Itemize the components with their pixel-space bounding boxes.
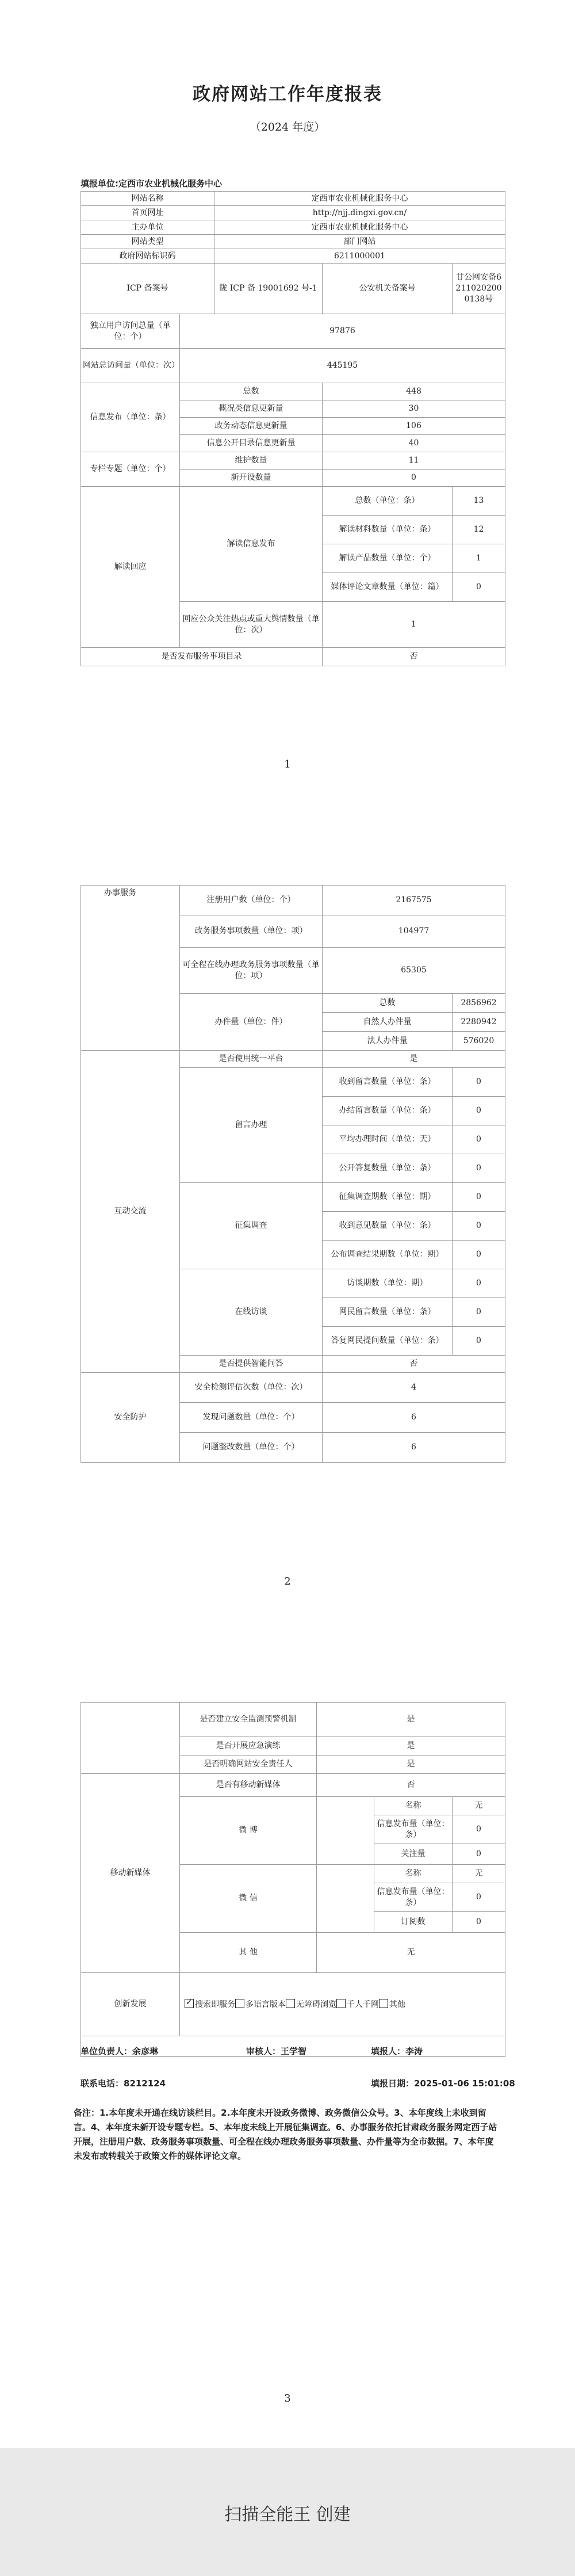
interview-msgs-value: 0 [453,1298,505,1327]
weibo-follow-label: 关注量 [374,1844,453,1865]
msg-days-value: 0 [453,1125,505,1154]
svc-items-value: 104977 [323,915,505,948]
interview-answers-value: 0 [453,1327,505,1356]
page-number-3: 3 [284,2392,291,2405]
other-value: 无 [317,1933,505,1973]
sec-fixed-value: 6 [323,1433,505,1463]
handled-person-value: 2280942 [453,1013,505,1032]
site-id-value: 6211000001 [214,249,505,264]
checkbox-checked-icon [185,1999,194,2008]
weibo-posts-label: 信息发布量（单位：条） [374,1815,453,1844]
weibo-posts-value: 0 [453,1815,505,1844]
page-number-2: 2 [284,1575,291,1587]
wechat-posts-label: 信息发布量（单位：条） [374,1883,453,1912]
msg-received-value: 0 [453,1068,505,1097]
handled-legal-value: 576020 [453,1032,505,1051]
site-name-label: 网站名称 [81,192,214,206]
report-table-page2 [80,885,505,1463]
unified-platform-value: 是 [323,1051,505,1068]
innov-other: 其他 [379,2000,405,2009]
interview-periods-label: 访谈期数（单位：期） [323,1269,453,1298]
interact-label: 互动交流 [81,1051,180,1373]
remarks: 备注：1.本年度未开通在线访谈栏目。2.本年度未开设政务微博、政务微信公众号。3、本年度线上未收到留言。4、本年度未新开设专题专栏。5、本年度未线上开展征集调查。6、办事服务依托甘肃政务服务网定西子站开展，注册用户数、政务服务事项数量、可全程在线办理政务服务事项数量、办件量等为全市数据。7、本年度未发布或转载关于政策文件的媒体评论文章。 [74,2108,497,2161]
security-label: 安全防护 [81,1373,180,1463]
filing-unit: 填报单位:定西市农业机械化服务中心 [80,178,223,189]
uv-value: 97876 [180,314,505,349]
owner-value: 是 [317,1756,505,1774]
scanner-watermark-text: 扫描全能王 创建 [224,2505,351,2525]
home-url-label: 首页网址 [81,206,214,220]
info-overview-label: 概况类信息更新量 [180,400,323,418]
site-type-label: 网站类型 [81,235,214,249]
interview-msgs-label: 网民留言数量（单位：条） [323,1298,453,1327]
home-url-value: http://njj.dingxi.gov.cn/ [214,206,505,220]
owner-label: 是否明确网站安全责任人 [180,1756,317,1774]
report-table-page3 [80,1702,505,2057]
topic-maint-label: 维护数量 [180,452,323,470]
msg-public-value: 0 [453,1154,505,1183]
site-id-label: 政府网站标识码 [81,249,214,264]
interp-material-value: 12 [453,516,505,544]
interview-answers-label: 答复网民提问数量（单位：条） [323,1327,453,1356]
scanner-footer [0,2448,575,2576]
interview-label: 在线访谈 [180,1269,323,1356]
handled-label: 办件量（单位：件） [180,994,323,1051]
wechat-name-label: 名称 [374,1865,453,1883]
handled-person-label: 自然人办件量 [323,1013,453,1032]
fill-date: 填报日期：2025-01-06 15:01:08 [371,2078,515,2089]
checkbox-empty-icon [286,1999,295,2008]
info-news-value: 106 [323,418,505,435]
info-label: 信息发布（单位：条） [81,383,180,452]
uv-label: 独立用户访问总量（单位：个） [81,314,180,349]
weibo-name-value: 无 [453,1797,505,1815]
survey-periods-value: 0 [453,1183,505,1212]
innovation-label: 创新发展 [81,1973,180,2036]
topic-new-label: 新开设数量 [180,470,323,487]
msg-label: 留言办理 [180,1068,323,1183]
info-total-value: 448 [323,383,505,400]
principal: 单位负责人：余彦琳 [80,2046,159,2056]
interp-total-value: 13 [453,487,505,516]
msg-received-label: 收到留言数量（单位：条） [323,1068,453,1097]
sec-found-label: 发现问题数量（单位：个） [180,1403,323,1433]
reg-users-value: 2167575 [323,886,505,915]
catalog-check-label: 是否发布服务事项目录 [81,648,323,666]
smart-qa-label: 是否提供智能问答 [180,1356,323,1373]
smart-qa-value: 否 [323,1356,505,1373]
report-year: （2024 年度） [250,121,325,133]
msg-days-label: 平均办理时间（单位：天） [323,1125,453,1154]
sponsor-value: 定西市农业机械化服务中心 [214,220,505,235]
survey-label: 征集调查 [180,1183,323,1269]
unified-platform-label: 是否使用统一平台 [180,1051,323,1068]
interp-media-value: 0 [453,573,505,602]
wechat-posts-value: 0 [453,1883,505,1912]
reg-users-label: 注册用户数（单位：个） [180,886,323,915]
msg-public-label: 公开答复数量（单位：条） [323,1154,453,1183]
survey-opinions-label: 收到意见数量（单位：条） [323,1212,453,1241]
checkbox-empty-icon [336,1999,346,2008]
svc-label: 办事服务 [81,886,180,1051]
page-number-1: 1 [284,758,291,770]
topic-new-value: 0 [323,470,505,487]
online-items-value: 65305 [323,948,505,994]
survey-periods-label: 征集调查期数（单位：期） [323,1183,453,1212]
catalog-check-value: 否 [323,648,505,666]
info-news-label: 政务动态信息更新量 [180,418,323,435]
topic-maint-value: 11 [323,452,505,470]
wechat-blank [317,1865,374,1933]
innov-multilang: 多语言版本 [235,2000,286,2009]
interp-total-label: 总数（单位：条） [323,487,453,516]
weibo-name-label: 名称 [374,1797,453,1815]
info-catalog-value: 40 [323,435,505,452]
sponsor-label: 主办单位 [81,220,214,235]
msg-done-label: 办结留言数量（单位：条） [323,1097,453,1125]
police-label: 公安机关备案号 [323,264,453,314]
interp-product-label: 解读产品数量（单位：个） [323,544,453,573]
sec-fixed-label: 问题整改数量（单位：个） [180,1433,323,1463]
icp-value: 陇 ICP 备 19001692 号-1 [214,264,323,314]
drill-value: 是 [317,1737,505,1756]
mobile-label: 移动新媒体 [81,1774,180,1973]
pv-value: 445195 [180,349,505,383]
reviewer: 审核人：王学智 [246,2046,307,2056]
weibo-label: 微 博 [180,1797,317,1865]
filler: 填报人：李涛 [371,2046,423,2056]
checkbox-empty-icon [379,1999,388,2008]
interp-respond-label: 回应公众关注热点或重大舆情数量（单位：次） [180,602,323,648]
other-label: 其 他 [180,1933,317,1973]
pv-label: 网站总访问量（单位：次） [81,349,180,383]
wechat-subs-value: 0 [453,1912,505,1933]
interp-pub-label: 解读信息发布 [180,487,323,602]
has-mobile-value: 否 [317,1774,505,1797]
msg-done-value: 0 [453,1097,505,1125]
interp-material-label: 解读材料数量（单位：条） [323,516,453,544]
interp-product-value: 1 [453,544,505,573]
innovation-options [180,1973,505,2036]
handled-total-label: 总数 [323,994,453,1013]
survey-opinions-value: 0 [453,1212,505,1241]
info-catalog-label: 信息公开目录信息更新量 [180,435,323,452]
handled-total-value: 2856962 [453,994,505,1013]
wechat-subs-label: 订阅数 [374,1912,453,1933]
topic-label: 专栏专题（单位：个） [81,452,180,487]
sec-found-value: 6 [323,1403,505,1433]
checkbox-empty-icon [235,1999,244,2008]
innov-search-service: ✓ 搜索即服务 [185,2000,235,2009]
innov-personalized: 千人千网 [336,2000,379,2009]
survey-results-value: 0 [453,1241,505,1269]
handled-legal-label: 法人办件量 [323,1032,453,1051]
interview-periods-value: 0 [453,1269,505,1298]
site-type-value: 部门网站 [214,235,505,249]
interp-media-label: 媒体评论文章数量（单位：篇） [323,573,453,602]
wechat-name-value: 无 [453,1865,505,1883]
online-items-label: 可全程在线办理政务服务事项数量（单位：项） [180,948,323,994]
site-name-value: 定西市农业机械化服务中心 [214,192,505,206]
wechat-label: 微 信 [180,1865,317,1933]
survey-results-label: 公布调查结果期数（单位：期） [323,1241,453,1269]
innov-accessible: 无障碍浏览 [286,2000,336,2009]
monitor-value: 是 [317,1703,505,1737]
interp-label: 解读回应 [81,487,180,648]
weibo-blank [317,1797,374,1865]
drill-label: 是否开展应急演练 [180,1737,317,1756]
sec-checks-value: 4 [323,1373,505,1403]
sec-extra-blank [81,1703,180,1774]
report-table-page1 [80,191,505,666]
phone: 联系电话：8212124 [80,2078,166,2089]
svc-items-label: 政务服务事项数量（单位：项） [180,915,323,948]
report-title: 政府网站工作年度报表 [193,84,382,105]
sec-checks-label: 安全检测评估次数（单位：次） [180,1373,323,1403]
weibo-follow-value: 0 [453,1844,505,1865]
has-mobile-label: 是否有移动新媒体 [180,1774,317,1797]
interp-respond-value: 1 [323,602,505,648]
monitor-label: 是否建立安全监测预警机制 [180,1703,317,1737]
info-total-label: 总数 [180,383,323,400]
icp-label: ICP 备案号 [81,264,214,314]
police-value: 甘公网安备62110202000138号 [453,264,505,314]
info-overview-value: 30 [323,400,505,418]
